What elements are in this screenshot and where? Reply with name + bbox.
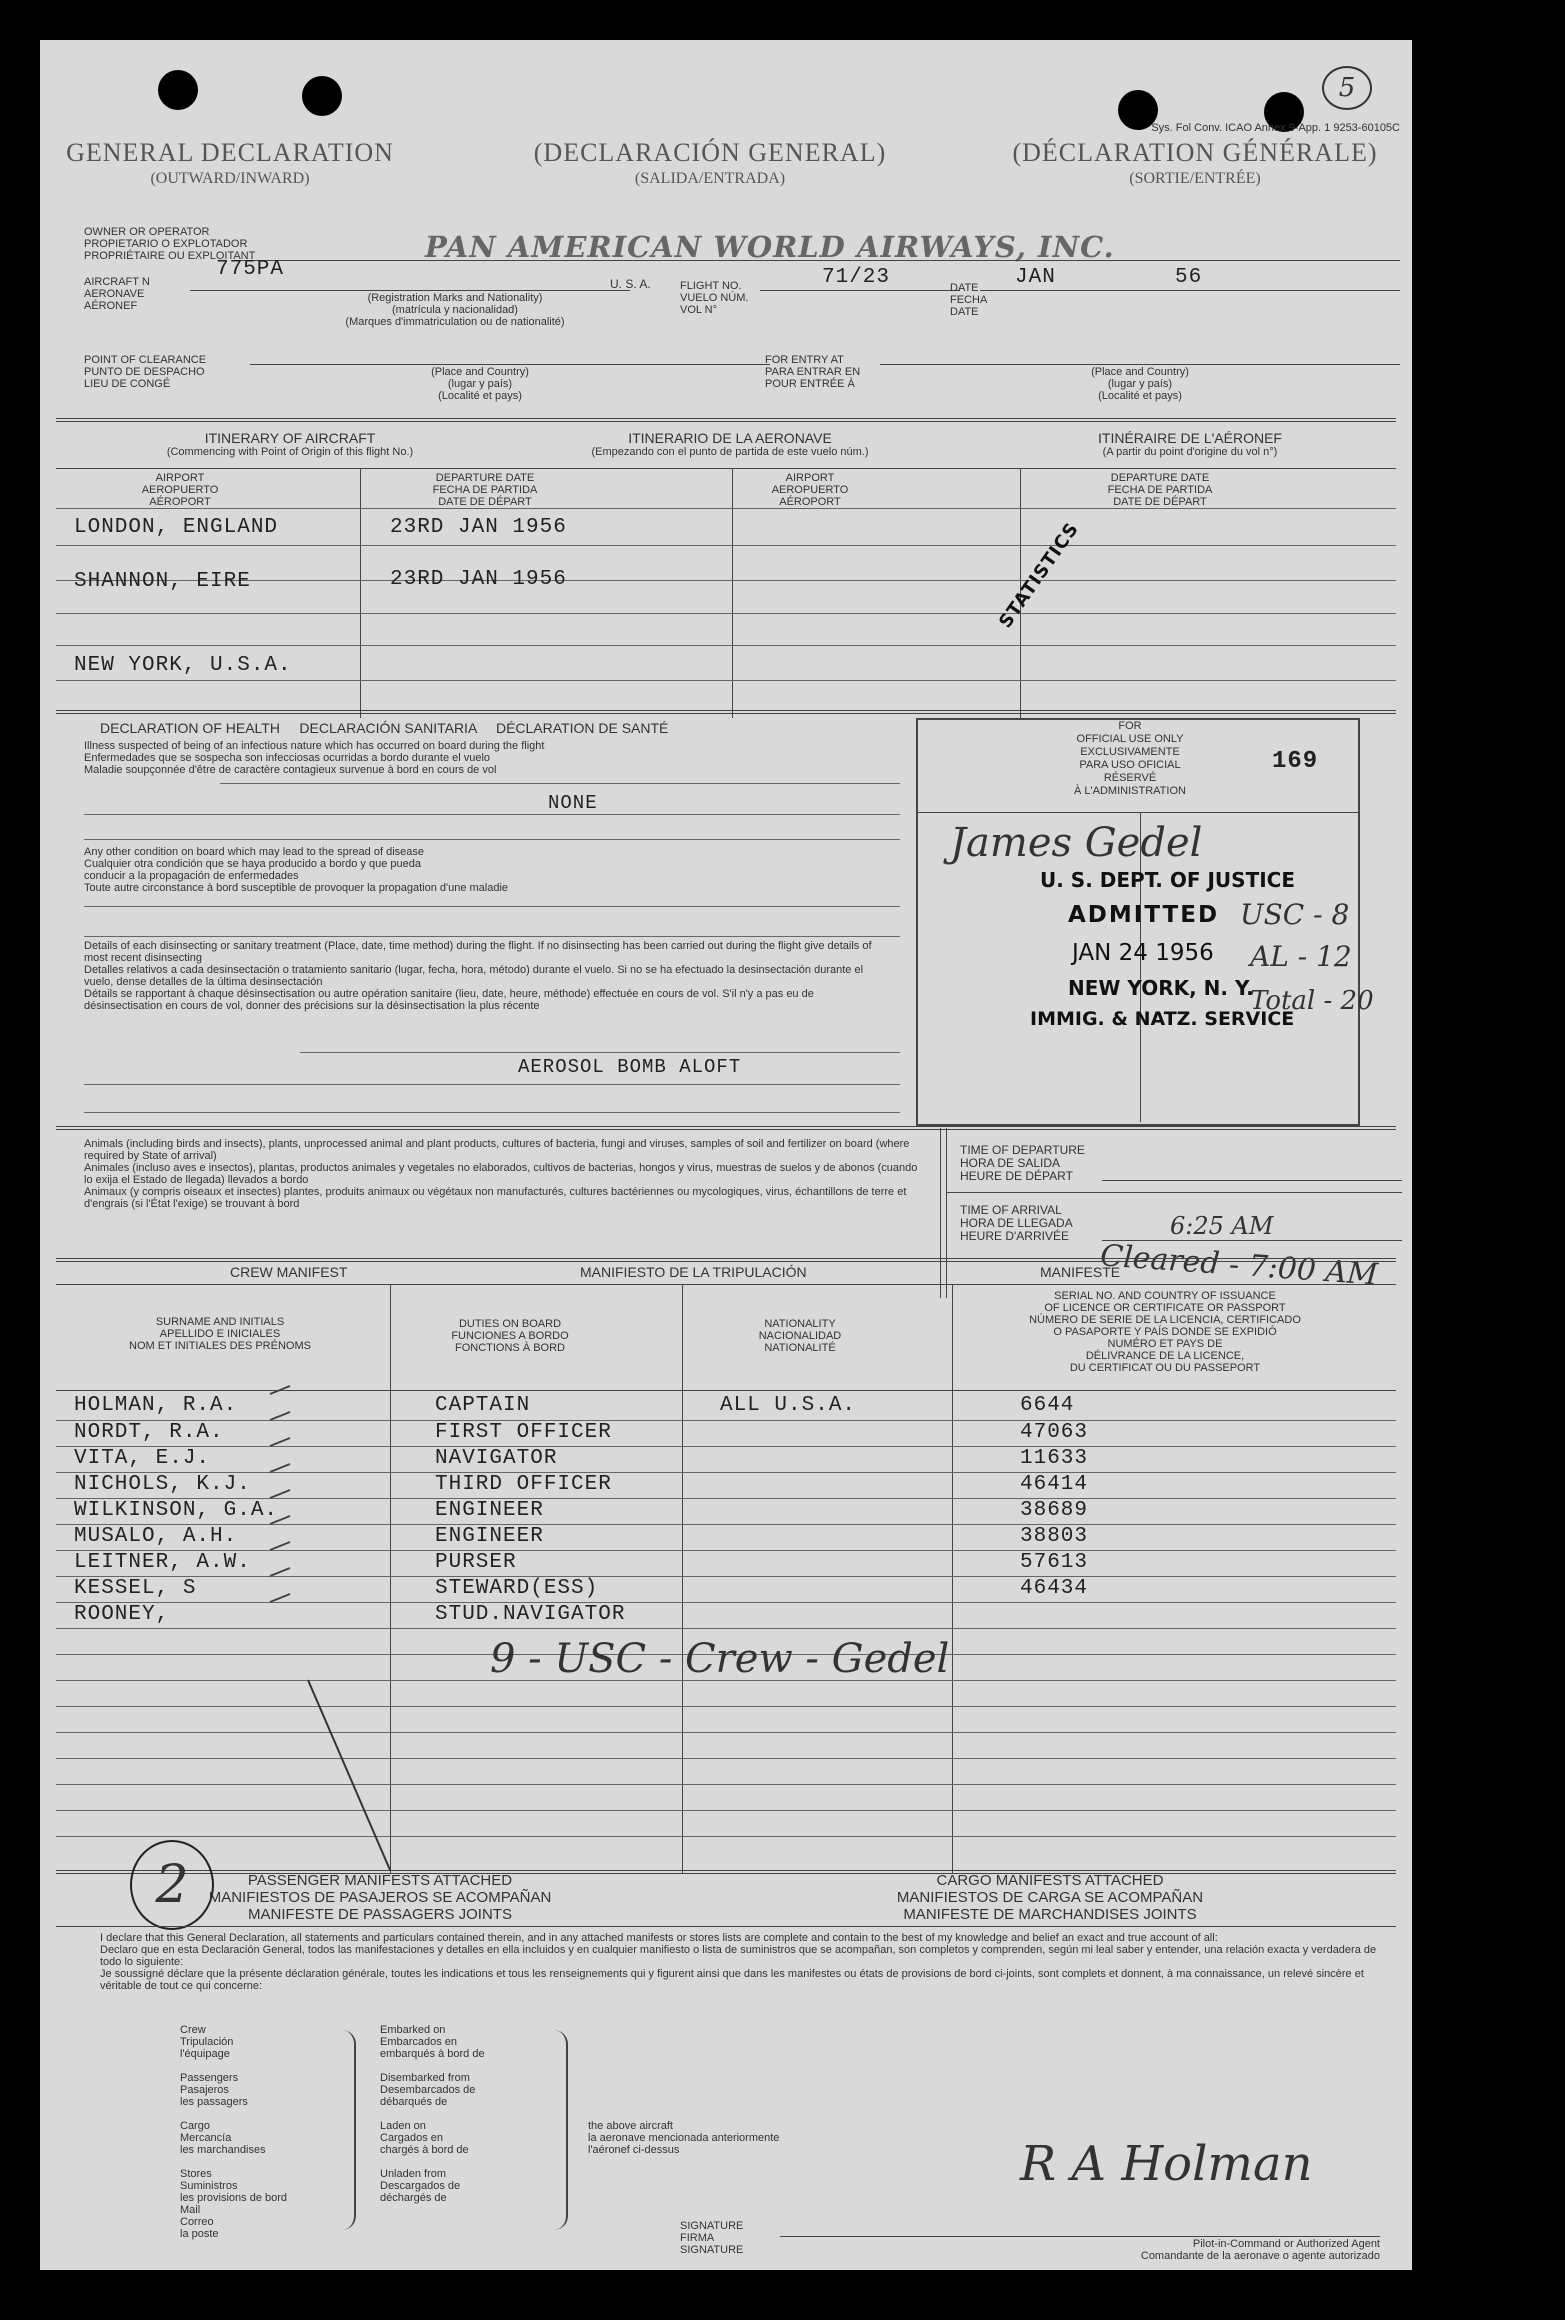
declaration-aircraft-ref: the above aircraft la aeronave mencionada anteriormente l'aéronef ci-dessus <box>588 2120 780 2156</box>
crew-duty: FIRST OFFICER <box>435 1421 612 1444</box>
count-note: USC - 8 <box>1240 898 1350 931</box>
crew-col-duties: DUTIES ON BOARD FUNCIONES A BORDO FONCTIONS À BORD <box>451 1318 569 1354</box>
arrival-time-label: TIME OF ARRIVAL HORA DE LLEGADA HEURE D'ARRIVÉE <box>960 1203 1073 1243</box>
crew-duty: ENGINEER <box>435 1525 544 1548</box>
owner-value: PAN AMERICAN WORLD AIRWAYS, INC. <box>425 230 1115 264</box>
departure-time-label: TIME OF DEPARTURE HORA DE SALIDA HEURE DE DÉPART <box>960 1143 1085 1183</box>
arrival-time-value: 6:25 AM <box>1170 1212 1274 1240</box>
itinerary-title-fr: ITINÉRAIRE DE L'AÉRONEF (A partir du point d'origine du vol n°) <box>1098 430 1282 458</box>
aircraft-label: AIRCRAFT N AERONAVE AÉRONEF <box>84 276 150 312</box>
crew-duty: CAPTAIN <box>435 1394 531 1417</box>
itinerary-title-en: ITINERARY OF AIRCRAFT (Commencing with Point of Origin of this flight No.) <box>166 430 414 458</box>
crew-col-name: SURNAME AND INITIALS APELLIDO E INICIALES NOM ET INITIALES DES PRÉNOMS <box>129 1316 311 1352</box>
official-number: 169 <box>1272 748 1319 775</box>
declaration-text: I declare that this General Declaration, all statements and particulars contained therein, and in any attached manifests or stores lists are complete and contain to the best of my knowledge and belief an exact and true account of all: Declaro que en esta Declaración General, todos las manifestaciones y detalles en ella incluidos y en cualquier manifiesto o lista de suministros que se acompañan, son completos y comprenden, según mi leal saber y entender, una relación exacta y verdadera de todo lo siguiente: Je soussigné déclare que la présente déclaration générale, toutes les indications et tous les renseignements qui y figurent ainsi que dans les manifestes ou états de provisions de bord ci-joints, sont complets et donnent, à ma connaissance, un relevé sincère et véritable de tout ce qui concerne: <box>100 1932 1377 1992</box>
usa-label: U. S. A. <box>610 277 651 291</box>
animals-text: Animals (including birds and insects), plants, unprocessed animal and plant products, cultures of bacteria, fungi and viruses, samples of soil and fertilizer on board (where required by State of arrival) Animales (incluso aves e insectos), plantas, productos animales y vegetales no elaborados, cultivos de bacterias, hongos y virus, muestras de suelos y de abonos (cuando lo exija el Estado de llegada) llevados a bordo Animaux (y compris oiseaux et insectes) plantes, produits animaux ou végétaux non manufacturés, cultures bactériennes ou mycologiques, virus, échantillons de terre et d'engrais (si l'État l'exige) se trouvant à bord <box>84 1138 918 1210</box>
crew-serial: 57613 <box>1020 1551 1089 1574</box>
brace <box>552 2030 568 2230</box>
crew-name: KESSEL, S <box>74 1577 197 1600</box>
admitted-stamp-line: ADMITTED <box>1068 902 1220 928</box>
flight-number-value: 71/23 <box>822 266 891 289</box>
crew-duty: THIRD OFFICER <box>435 1473 612 1496</box>
crew-title-fr: MANIFESTE <box>1040 1264 1121 1280</box>
col-departure-header: DEPARTURE DATE FECHA DE PARTIDA DATE DE DÉPART <box>432 472 538 508</box>
illness-text: Illness suspected of being of an infectious nature which has occurred on board during the flight Enfermedades que se sospecha son infecciosas ocurridas a bordo durante el vuelo Maladie soupçonnée d'être de caractère contagieux survenue à bord en cours de vol <box>84 740 545 776</box>
pilot-label: Pilot-in-Command or Authorized Agent Comandante de la aeronave o agente autorizado <box>1140 2238 1380 2262</box>
statistics-stamp: STATISTICS <box>995 518 1084 633</box>
crew-serial: 46414 <box>1020 1473 1089 1496</box>
crew-duty: PURSER <box>435 1551 517 1574</box>
crew-serial: 38803 <box>1020 1525 1089 1548</box>
corner-page-number: 5 <box>1322 66 1372 110</box>
crew-col-serial: SERIAL NO. AND COUNTRY OF ISSUANCE OF LICENCE OR CERTIFICATE OR PASSPORT NÚMERO DE SERIE DE LA LICENCIA, CERTIFICADO O PASAPORTE Y PAÍS DONDE SE EXPIDIÓ NUMÉRO ET PAYS DE DÉLIVRANCE DE LA LICENCE, DU CERTIFICAT OU DU PASSEPORT <box>1029 1290 1301 1374</box>
entry-place-caption: (Place and Country) (lugar y país) (Localité et pays) <box>1091 366 1189 402</box>
crew-name: MUSALO, A.H. <box>74 1525 238 1548</box>
date-month: JAN <box>1015 266 1056 289</box>
title-english: GENERAL DECLARATION (OUTWARD/INWARD) <box>66 138 394 187</box>
crew-serial: 46434 <box>1020 1577 1089 1600</box>
other-condition-text: Any other condition on board which may lead to the spread of disease Cualquier otra condición que se haya producido a bordo y que pueda conducir a la propagación de enfermedades Toute autre circonstance à bord susceptible de provoquer la propagation d'une maladie <box>84 846 509 894</box>
declaration-category-list: Crew Tripulación l'équipage Passengers Pasajeros les passagers Cargo Mercancía les marchandises Stores Suministros les provisions de bord Mail Correo la poste <box>180 2024 288 2240</box>
crew-col-nationality: NATIONALITY NACIONALIDAD NATIONALITÉ <box>758 1318 842 1354</box>
admitted-stamp-line: IMMIG. & NATZ. SERVICE <box>1030 1008 1295 1030</box>
count-note: AL - 12 <box>1250 940 1352 973</box>
itinerary-airport: NEW YORK, U.S.A. <box>74 654 292 677</box>
owner-label: OWNER OR OPERATOR PROPIETARIO O EXPLOTADOR PROPRIÉTAIRE OU EXPLOITANT <box>84 226 256 262</box>
date-year: 56 <box>1175 266 1203 289</box>
crew-serial: 11633 <box>1020 1447 1089 1470</box>
form-reference: Sys. Fol Conv. ICAO Annex 9-App. 1 9253-60105C <box>1151 122 1400 134</box>
crew-duty: ENGINEER <box>435 1499 544 1522</box>
itinerary-date: 23RD JAN 1956 <box>390 568 567 591</box>
date-label: DATE FECHA DATE <box>950 282 988 318</box>
inspector-signature: James Gedel <box>950 820 1203 866</box>
crew-name: NORDT, R.A. <box>74 1421 224 1444</box>
health-title: DECLARATION OF HEALTH DECLARACIÓN SANITARIA DÉCLARATION DE SANTÉ <box>100 720 669 736</box>
itinerary-date: 23RD JAN 1956 <box>390 516 567 539</box>
crew-title-en: CREW MANIFEST <box>230 1264 348 1280</box>
captain-signature: R A Holman <box>1020 2136 1313 2192</box>
entry-label: FOR ENTRY AT PARA ENTRAR EN POUR ENTRÉE À <box>765 354 861 390</box>
clearance-label: POINT OF CLEARANCE PUNTO DE DESPACHO LIEU DE CONGÉ <box>84 354 207 390</box>
admitted-stamp-line: U. S. DEPT. OF JUSTICE <box>1040 868 1295 892</box>
crew-title-es: MANIFIESTO DE LA TRIPULACIÓN <box>580 1264 807 1280</box>
cargo-manifest-label: CARGO MANIFESTS ATTACHED MANIFIESTOS DE CARGA SE ACOMPAÑAN MANIFESTE DE MARCHANDISES JOINTS <box>896 1872 1204 1923</box>
disinsect-value: AEROSOL BOMB ALOFT <box>518 1056 742 1078</box>
crew-name: LEITNER, A.W. <box>74 1551 251 1574</box>
col-departure-header: DEPARTURE DATE FECHA DE PARTIDA DATE DE DÉPART <box>1107 472 1213 508</box>
crew-serial: 38689 <box>1020 1499 1089 1522</box>
clearance-place-caption: (Place and Country) (lugar y país) (Localité et pays) <box>431 366 529 402</box>
crew-name: ROONEY, <box>74 1603 170 1626</box>
official-use-label: FOR OFFICIAL USE ONLY EXCLUSIVAMENTE PARA USO OFICIAL RÉSERVÉ À L'ADMINISTRATION <box>1074 720 1186 797</box>
crew-duty: STEWARD(ESS) <box>435 1577 599 1600</box>
crew-nationality: ALL U.S.A. <box>720 1394 857 1417</box>
admitted-stamp-line: JAN 24 1956 <box>1072 940 1214 966</box>
declaration-action-list: Embarked on Embarcados en embarqués à bord de Disembarked from Desembarcados de débarqués de Laden on Cargados en chargés à bord de Unladen from Descargados de déchargés de <box>380 2024 485 2204</box>
crew-duty: STUD.NAVIGATOR <box>435 1603 626 1626</box>
itinerary-airport: LONDON, ENGLAND <box>74 516 279 539</box>
flight-number-label: FLIGHT NO. VUELO NÚM. VOL N° <box>680 280 749 316</box>
crew-duty: NAVIGATOR <box>435 1447 558 1470</box>
crew-serial: 6644 <box>1020 1394 1075 1417</box>
passenger-manifest-label: PASSENGER MANIFESTS ATTACHED MANIFIESTOS DE PASAJEROS SE ACOMPAÑAN MANIFESTE DE PASSAGERS JOINTS <box>208 1872 552 1923</box>
registration-caption: (Registration Marks and Nationality) (matrícula y nacionalidad) (Marques d'immatriculation ou de nationalité) <box>345 292 565 328</box>
admitted-stamp-line: NEW YORK, N. Y. <box>1068 976 1254 1000</box>
crew-name: WILKINSON, G.A. <box>74 1499 279 1522</box>
count-note: Total - 20 <box>1250 986 1374 1016</box>
itinerary-title-es: ITINERARIO DE LA AERONAVE (Empezando con el punto de partida de este vuelo núm.) <box>591 430 869 458</box>
col-airport-header: AIRPORT AEROPUERTO AÉROPORT <box>141 472 219 508</box>
general-declaration-form <box>40 40 1412 2270</box>
circled-passenger-count: 2 <box>130 1840 214 1930</box>
crew-name: NICHOLS, K.J. <box>74 1473 251 1496</box>
signature-label: SIGNATURE FIRMA SIGNATURE <box>680 2220 744 2256</box>
crew-name: VITA, E.J. <box>74 1447 211 1470</box>
brace <box>340 2030 356 2230</box>
cleared-note: Cleared - 7:00 AM <box>1099 1238 1379 1293</box>
disinsect-text: Details of each disinsecting or sanitary treatment (Place, date, time method) during the flight. If no disinsecting has been carried out during the flight give details of most recent disinsecting Detalles relativos a cada desinsectación o tratamiento sanitario (lugar, fecha, hora, método) durante el vuelo. Si no se ha efectuado la desinsectación durante el vuelo, dense detalles de la última desinsectación Détails se rapportant à chaque désinsectisation ou autre opération sanitaire (lieu, date, heure, méthode) effectuée en cours de vol. S'il n'y a pas eu de désinsectisation en cours de vol, donner des précisions sur la désinsectisation la plus récente <box>84 940 872 1012</box>
illness-value: NONE <box>548 792 598 814</box>
title-french: (DÉCLARATION GÉNÉRALE) (SORTIE/ENTRÉE) <box>1012 138 1378 187</box>
crew-serial: 47063 <box>1020 1421 1089 1444</box>
title-spanish: (DECLARACIÓN GENERAL) (SALIDA/ENTRADA) <box>533 138 887 187</box>
col-airport-header: AIRPORT AEROPUERTO AÉROPORT <box>771 472 849 508</box>
itinerary-airport: SHANNON, EIRE <box>74 570 251 593</box>
crew-name: HOLMAN, R.A. <box>74 1394 238 1417</box>
crew-handwritten-note: 9 - USC - Crew - Gedel <box>490 1636 950 1682</box>
aircraft-registration: 775PA <box>216 258 285 281</box>
